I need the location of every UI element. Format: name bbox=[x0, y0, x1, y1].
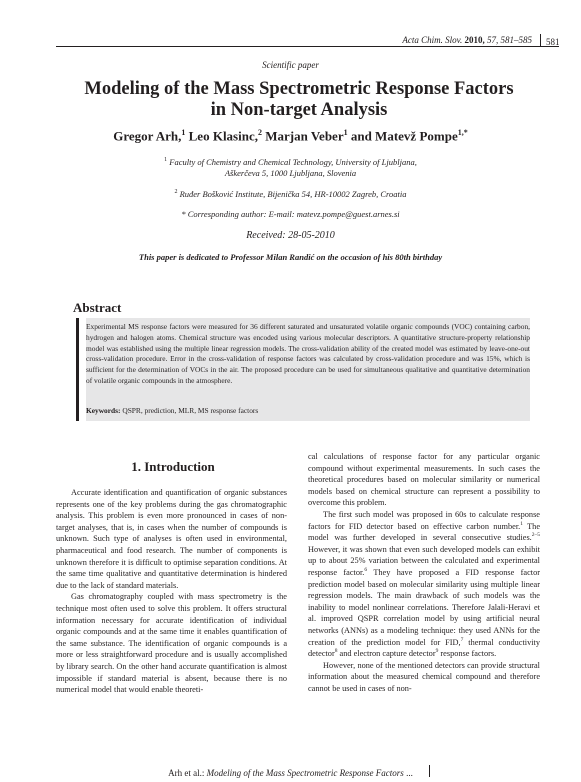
affiliation-2 bbox=[0, 187, 581, 200]
text-run: The model was further developed in several consecutive studies. bbox=[308, 521, 541, 543]
abstract-side-bar bbox=[76, 318, 79, 421]
running-header-journal bbox=[0, 35, 532, 45]
keywords bbox=[86, 406, 258, 415]
author-affil: 2 bbox=[257, 128, 262, 137]
title-line-2: in Non-target Analysis bbox=[210, 100, 388, 120]
paragraph: However, none of the mentioned detectors can provide structural information about the measured chemical compound and therefore cannot be used in cases of non- bbox=[308, 660, 540, 693]
running-footer bbox=[0, 768, 581, 778]
citation: 2–5 bbox=[531, 532, 540, 539]
author-name: Marjan Veber bbox=[265, 128, 344, 144]
affil-marker: 2 bbox=[174, 189, 178, 195]
text-run: and electron capture detector bbox=[337, 649, 436, 659]
citation: 6 bbox=[364, 567, 368, 574]
header-rule bbox=[56, 46, 559, 47]
text-run: They have proposed a FID response factor prediction model based on molecular similarity using multiple linear regression models. The main drawback of such models was the inability to model nonlinear correlations. Therefore Jalali-Heravi et al. improved QSPR correlation model by using artificial neural networks (ANNs) as a modeling technique: they used ANNs for the creation of the prediction model for FID, bbox=[308, 567, 540, 647]
dedication: This paper is dedicated to Professor Milan Randić on the occasion of his 80th birthday bbox=[138, 252, 443, 262]
keywords-label: Keywords: bbox=[86, 406, 121, 415]
author-name: Gregor Arh, bbox=[113, 128, 182, 144]
author-name: and Matevž Pompe bbox=[350, 128, 458, 144]
affiliation-1 bbox=[0, 155, 581, 179]
left-column bbox=[56, 487, 287, 696]
article-type: Scientific paper bbox=[262, 60, 319, 70]
journal-name: Acta Chim. Slov. bbox=[402, 35, 463, 45]
citation: 7 bbox=[460, 636, 464, 643]
text-run: The first such model was proposed in 60s to calculate response factors for FID detector based on effective carbon number. bbox=[308, 509, 540, 531]
text-run: response factors. bbox=[438, 649, 497, 659]
abstract-heading: Abstract bbox=[73, 300, 122, 315]
paragraph: cal calculations of response factor for any particular organic compound without experimental measurements. In such cases the theoretical procedures based on molecular similarity or numerical models based on chemical structure can represent a possibility to overcome this problem. bbox=[308, 452, 540, 508]
abstract-text: Experimental MS response factors were measured for 36 different saturated and unsaturated volatile organic compounds (VOC) containing carbon, hydrogen and halogen atoms. Chemical structure was encoded using various molecular descriptors. A quantitative structure-property relationship model was established using the multiple linear regression models. The cross-validation ability of the created model was estimated by leave-one-out cross-validation procedure. Error in the cross-validation of response factors was calculated by cross-validation procedure and was 15%, which is sufficient for the determination of VOCs in the air. The proposed procedure can be used for simultaneous qualitative and quantitative determination of volatile organic compounds in the atmosphere. bbox=[86, 322, 530, 385]
header-divider bbox=[540, 34, 541, 46]
corresponding-author: * Corresponding author: E-mail: matevz.pompe@guest.arnes.si bbox=[181, 209, 400, 219]
text-run: thermal conductivity detector bbox=[308, 637, 540, 659]
footer-author: Arh et al.: bbox=[168, 768, 205, 778]
paragraph: Accurate identification and quantification of organic substances represents one of the key problems during the gas chromatographic analysis. This problem is even more pronounced in cases of non-target analyses, that is, in cases when the number of compounds is unknown. Such type of analyses is often used in environmental, pharmaceutical and food research. The number of components is unknown therefore it is difficult to optimise separation conditions. At the same time qualitative and quantitative determination is hindered due to the lack of standard materials. bbox=[56, 488, 287, 590]
paragraph: Gas chromatography coupled with mass spectrometry is the technique most often used to solve this problem. It offers structural information necessary for accurate identification of individual organic compounds and at the same time it enables quantification of the same substance. The identification of organic compounds is a more or less straightforward procedure and is usually accomplished by library search. On the other hand accurate quantification is almost impossible if standard material is absent, because there is no numerical model that would enable theoreti- bbox=[56, 592, 287, 695]
affiliation-2-line: Ruđer Bošković Institute, Bijenička 54, HR-10002 Zagreb, Croatia bbox=[179, 188, 407, 199]
affiliation-1-line-2: Aškerčeva 5, 1000 Ljubljana, Slovenia bbox=[224, 167, 357, 178]
right-column bbox=[308, 451, 540, 694]
journal-volume-pages: 57, 581–585 bbox=[487, 35, 532, 45]
paragraph bbox=[308, 509, 540, 660]
footer-tail: ... bbox=[406, 768, 413, 778]
paper-title bbox=[40, 79, 558, 121]
affil-marker: 1 bbox=[164, 157, 168, 163]
text-run: However, it was shown that even such developed models can exhibit up to about 25% variation between the calculated and experimental response factor. bbox=[308, 544, 540, 577]
section-heading: 1. Introduction bbox=[131, 459, 215, 474]
keywords-list: QSPR, prediction, MLR, MS response factors bbox=[122, 406, 259, 415]
page-number: 581 bbox=[546, 37, 560, 47]
author-affil: 1 bbox=[343, 128, 348, 137]
author-name: Leo Klasinc, bbox=[188, 128, 258, 144]
received-date: Received: 28-05-2010 bbox=[246, 230, 335, 241]
citation: 9 bbox=[435, 648, 439, 655]
citation: 1 bbox=[520, 520, 523, 527]
affiliation-1-line-1: Faculty of Chemistry and Chemical Technology, University of Ljubljana, bbox=[169, 156, 417, 167]
footer-divider bbox=[429, 765, 430, 777]
title-line-1: Modeling of the Mass Spectrometric Response Factors bbox=[84, 79, 514, 99]
citation: 8 bbox=[334, 648, 338, 655]
journal-year: 2010, bbox=[464, 35, 485, 45]
author-affil: 1 bbox=[181, 128, 186, 137]
author-list bbox=[0, 128, 581, 144]
footer-title: Modeling of the Mass Spectrometric Response Factors bbox=[206, 768, 404, 778]
author-affil: 1,* bbox=[457, 128, 468, 137]
